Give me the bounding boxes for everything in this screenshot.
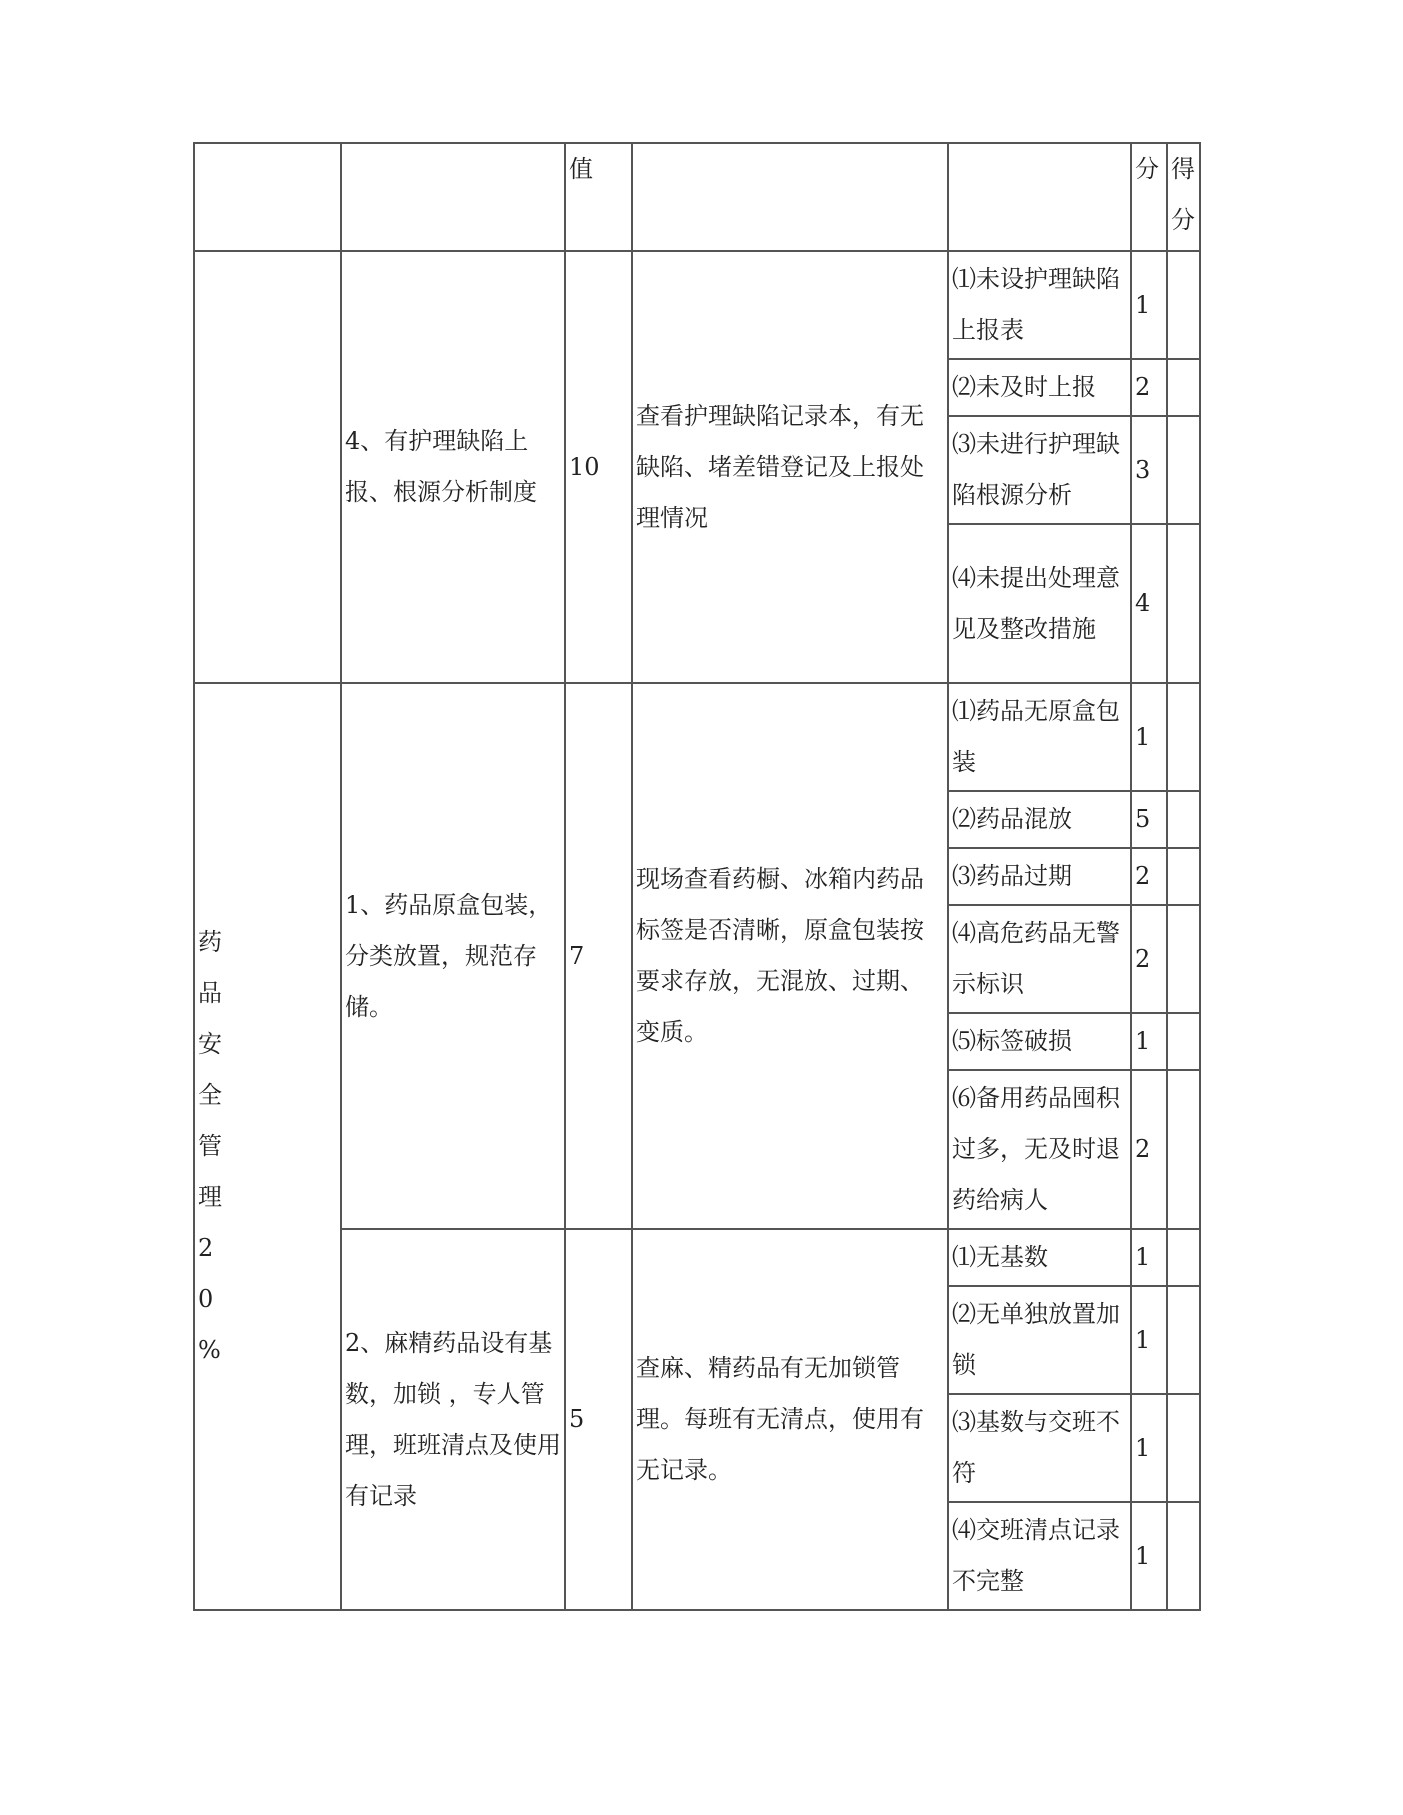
header-value-cell: 值 xyxy=(565,143,632,251)
points-cell: 1 xyxy=(1131,251,1167,359)
standard-cell: 4、有护理缺陷上报、根源分析制度 xyxy=(341,251,565,683)
header-points-cell: 分 xyxy=(1131,143,1167,251)
score-cell xyxy=(1167,848,1200,905)
header-standard-cell xyxy=(341,143,565,251)
deduction-item: ⑹备用药品囤积过多，无及时退药给病人 xyxy=(948,1070,1131,1229)
points-cell: 2 xyxy=(1131,848,1167,905)
category-cell-empty xyxy=(194,251,341,683)
category-label: 药品安全管理20% xyxy=(198,928,222,1364)
method-cell: 现场查看药橱、冰箱内药品标签是否清晰，原盒包装按要求存放，无混放、过期、变质。 xyxy=(632,683,948,1229)
score-cell xyxy=(1167,416,1200,524)
score-cell xyxy=(1167,905,1200,1013)
points-cell: 4 xyxy=(1131,524,1167,683)
score-cell xyxy=(1167,683,1200,791)
deduction-item: ⑵未及时上报 xyxy=(948,359,1131,416)
value-cell: 10 xyxy=(565,251,632,683)
header-score-cell: 得分 xyxy=(1167,143,1200,251)
table-row xyxy=(194,683,1200,791)
deduction-item: ⑴无基数 xyxy=(948,1229,1131,1286)
method-cell: 查看护理缺陷记录本，有无缺陷、堵差错登记及上报处理情况 xyxy=(632,251,948,683)
points-cell: 1 xyxy=(1131,1394,1167,1502)
score-cell xyxy=(1167,1286,1200,1394)
value-cell: 5 xyxy=(565,1229,632,1610)
score-cell xyxy=(1167,1502,1200,1610)
points-cell: 1 xyxy=(1131,1229,1167,1286)
deduction-item: ⑷高危药品无警示标识 xyxy=(948,905,1131,1013)
standard-cell: 2、麻精药品设有基数，加锁 ，专人管理，班班清点及使用有记录 xyxy=(341,1229,565,1610)
header-deduction-cell xyxy=(948,143,1131,251)
points-cell: 2 xyxy=(1131,1070,1167,1229)
category-cell xyxy=(194,683,341,1610)
nursing-quality-evaluation-table xyxy=(193,142,1201,1611)
method-cell: 查麻、精药品有无加锁管理。每班有无清点，使用有无记录。 xyxy=(632,1229,948,1610)
score-cell xyxy=(1167,359,1200,416)
deduction-item: ⑶药品过期 xyxy=(948,848,1131,905)
score-cell xyxy=(1167,1070,1200,1229)
table-row xyxy=(194,251,1200,359)
score-cell xyxy=(1167,1229,1200,1286)
deduction-item: ⑴药品无原盒包装 xyxy=(948,683,1131,791)
deduction-item: ⑷交班清点记录不完整 xyxy=(948,1502,1131,1610)
deduction-item: ⑶基数与交班不符 xyxy=(948,1394,1131,1502)
deduction-item: ⑵无单独放置加锁 xyxy=(948,1286,1131,1394)
points-cell: 2 xyxy=(1131,905,1167,1013)
deduction-item: ⑴未设护理缺陷上报表 xyxy=(948,251,1131,359)
deduction-item: ⑸标签破损 xyxy=(948,1013,1131,1070)
points-cell: 1 xyxy=(1131,1502,1167,1610)
points-cell: 1 xyxy=(1131,683,1167,791)
score-cell xyxy=(1167,791,1200,848)
standard-cell: 1、药品原盒包装，分类放置，规范存储。 xyxy=(341,683,565,1229)
score-cell xyxy=(1167,1394,1200,1502)
score-cell xyxy=(1167,1013,1200,1070)
value-cell: 7 xyxy=(565,683,632,1229)
header-row xyxy=(194,143,1200,251)
points-cell: 2 xyxy=(1131,359,1167,416)
score-cell xyxy=(1167,251,1200,359)
score-cell xyxy=(1167,524,1200,683)
points-cell: 3 xyxy=(1131,416,1167,524)
deduction-item: ⑶未进行护理缺陷根源分析 xyxy=(948,416,1131,524)
header-category-cell xyxy=(194,143,341,251)
deduction-item: ⑷未提出处理意见及整改措施 xyxy=(948,524,1131,683)
table-row xyxy=(194,1229,1200,1286)
deduction-item: ⑵药品混放 xyxy=(948,791,1131,848)
header-method-cell xyxy=(632,143,948,251)
points-cell: 1 xyxy=(1131,1286,1167,1394)
points-cell: 1 xyxy=(1131,1013,1167,1070)
points-cell: 5 xyxy=(1131,791,1167,848)
